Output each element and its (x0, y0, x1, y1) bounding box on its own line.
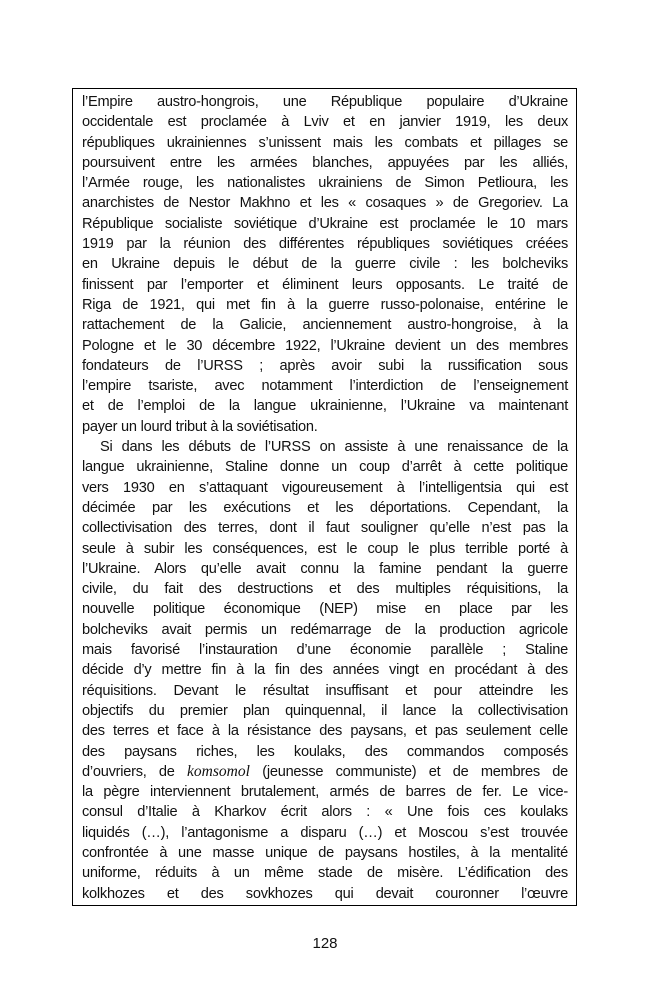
text-line (82, 214, 568, 234)
text-line-content: occidentale est proclamée à Lviv et en janvier 1919, les deux (82, 114, 569, 131)
text-line (82, 742, 568, 762)
text-line (82, 315, 568, 335)
text-line (82, 112, 568, 132)
text-line-content: des paysans riches, les koulaks, des commandos composés (82, 743, 569, 760)
text-line-content: l’Ukraine. Alors qu’elle avait connu la famine pendant la guerre (82, 560, 569, 577)
text-line-content: poursuivent entre les armées blanches, appuyées par les alliés, (82, 154, 569, 171)
text-line-content: vers 1930 en s’attaquant vigoureusement à l’intelligentsia qui est (82, 479, 569, 496)
text-line (82, 802, 568, 822)
text-line-content: confrontée à une masse unique de paysans hostiles, à la mentalité (82, 844, 568, 861)
text-line-content: décide d’y mettre fin à la fin des années vingt en procédant à des (82, 662, 568, 679)
text-line (82, 356, 568, 376)
text-line-content: Pologne et le 30 décembre 1922, l’Ukraine devient un des membres (82, 337, 568, 354)
text-line (82, 417, 568, 437)
text-line-content: République socialiste soviétique d’Ukraine est proclamée le 10 mars (82, 215, 568, 232)
text-line (82, 620, 568, 640)
text-line (82, 396, 568, 416)
text-line (82, 457, 568, 477)
text-line (82, 498, 568, 518)
text-line-content: finissent par l’emporter et éliminent leurs opposants. Le traité de (82, 276, 568, 293)
text-line-content: fondateurs de l’URSS ; après avoir subi la russification sous (82, 357, 568, 374)
text-line-content: civile, du fait des destructions et des multiples réquisitions, la (82, 581, 568, 598)
text-line-content: nouvelle politique économique (NEP) mise en place par les (82, 601, 568, 618)
text-line (82, 843, 568, 863)
text-line-content: kolkhozes et des sovkhozes qui devait couronner l’œuvre (82, 885, 568, 902)
text-line-content: Si dans les débuts de l’URSS on assiste à une renaissance de la (100, 439, 568, 456)
text-line-content: seule à subir les conséquences, est le coup le plus terrible porté à (82, 540, 569, 557)
text-line (82, 579, 568, 599)
text-line (82, 336, 568, 356)
text-line-content: en Ukraine depuis le début de la guerre civile : les bolcheviks (82, 256, 569, 273)
text-line-content: Riga de 1921, qui met fin à la guerre russo-polonaise, entérine le (82, 296, 568, 313)
page-number: 128 (312, 935, 338, 952)
text-line-content: réquisitions. Devant le résultat insuffisant et pour atteindre les (82, 682, 569, 699)
text-frame (72, 88, 577, 906)
text-segment: (jeunesse communiste) et de membres de (249, 763, 569, 780)
text-line (82, 275, 568, 295)
text-line (82, 863, 568, 883)
text-line-content: anarchistes de Nestor Makhno et les « cosaques » de Gregoriev. La (82, 195, 568, 212)
text-line-content: l’empire tsariste, avec notamment l’interdiction de l’enseignement (82, 378, 569, 395)
text-line-content (82, 764, 568, 780)
text-line-content: objectifs du premier plan quinquennal, il lance la collectivisation (82, 702, 568, 719)
text-segment: d’ouvriers, de (82, 763, 188, 780)
text-line (82, 254, 568, 274)
text-line-content: mais favorisé l’instauration d’une économie parallèle ; Staline (82, 642, 568, 659)
text-line-content: rattachement de la Galicie, anciennement austro-hongroise, à la (82, 317, 569, 334)
text-line (82, 518, 568, 538)
text-line (82, 782, 568, 802)
text-line (82, 823, 568, 843)
text-line (82, 376, 568, 396)
text-line (82, 153, 568, 173)
text-line (82, 721, 568, 741)
paragraph (82, 92, 568, 437)
text-line-content: 1919 par la réunion des différentes républiques soviétiques créées (82, 236, 569, 253)
text-line-content: la pègre interviennent brutalement, armés de barres de fer. Le vice- (82, 784, 569, 801)
text-line (82, 660, 568, 680)
text-line-content: l’Armée rouge, les nationalistes ukrainiens de Simon Petlioura, les (82, 175, 569, 192)
text-line (82, 133, 568, 153)
text-line-content: collectivisation des terres, dont il faut souligner qu’elle n’est pas la (82, 520, 568, 537)
text-line-content: payer un lourd tribut à la soviétisation. (82, 418, 318, 435)
text-line-content: décimée par les exécutions et les déportations. Cependant, la (82, 499, 568, 516)
text-line-content: l’Empire austro-hongrois, une République populaire d’Ukraine (82, 94, 568, 110)
text-line (82, 681, 568, 701)
text-line (82, 437, 568, 457)
text-line-content: et de l’emploi de la langue ukrainienne, l’Ukraine va maintenant (82, 398, 569, 415)
text-line (82, 559, 568, 579)
text-line (82, 234, 568, 254)
paragraph (82, 437, 568, 904)
text-line (82, 640, 568, 660)
text-line (82, 295, 568, 315)
text-line (82, 884, 568, 904)
text-line (82, 762, 568, 782)
text-line-content: langue ukrainienne, Staline donne un coup d’arrêt à cette politique (82, 459, 568, 476)
text-line (82, 173, 568, 193)
text-line-content: bolcheviks avait permis un redémarrage de la production agricole (82, 621, 568, 638)
text-line-content: consul d’Italie à Kharkov écrit alors : « Une fois ces koulaks (82, 804, 568, 821)
text-line (82, 193, 568, 213)
text-line (82, 539, 568, 559)
text-line-content: des terres et face à la résistance des paysans, et pas seulement celle (82, 723, 568, 740)
text-line (82, 92, 568, 112)
text-line (82, 478, 568, 498)
text-line-content: républiques ukrainiennes s’unissent mais les combats et pillages se (82, 134, 569, 151)
text-line (82, 701, 568, 721)
text-line-content: liquidés (…), l’antagonisme a disparu (…) et Moscou s’est trouvée (82, 824, 568, 841)
text-line-content: uniforme, réduits à un même stade de misère. L’édification des (82, 865, 568, 882)
italic-term: komsomol (187, 762, 250, 780)
text-line (82, 599, 568, 619)
